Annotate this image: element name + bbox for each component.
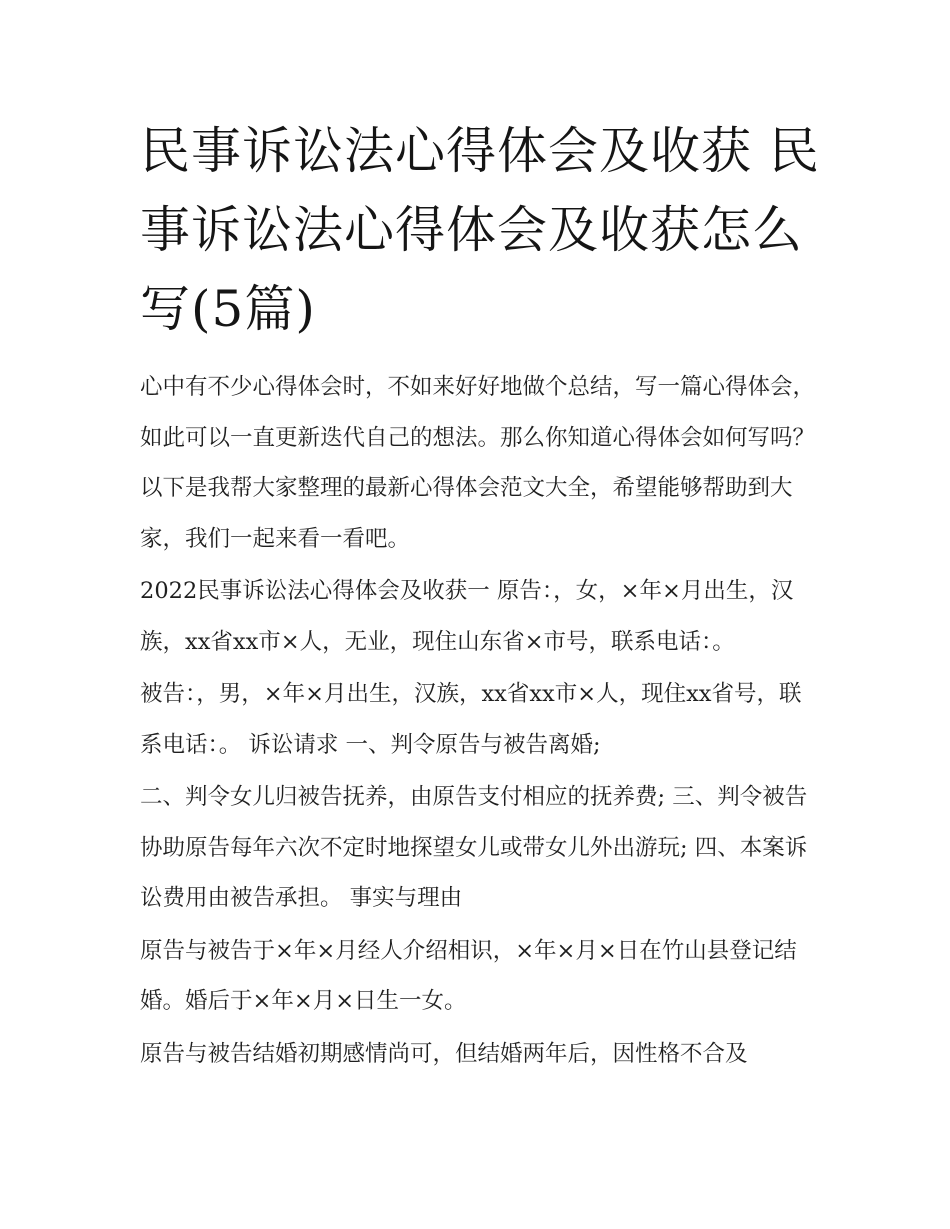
paragraph-intro: 心中有不少心得体会时，不如来好好地做个总结，写一篇心得体会，如此可以一直更新迭代自己的想法。那么你知道心得体会如何写吗？以下是我帮大家整理的最新心得体会范文大全，希望能够帮助到大家，我们一起来看一看吧。 (140, 374, 816, 552)
paragraph-claims: 二、判令女儿归被告抚养，由原告支付相应的抚养费; 三、判令被告协助原告每年六次不定时地探望女儿或带女儿外出游玩; 四、本案诉讼费用由被告承担。 事实与理由 (140, 784, 808, 911)
paragraph-defendant: 被告：，男，×年×月出生，汉族，xx省xx市×人，现住xx省号，联系电话：。 诉讼请求 一、判令原告与被告离婚; (140, 681, 802, 758)
paragraph-plaintiff: 2022民事诉讼法心得体会及收获一 原告：，女，×年×月出生，汉族，xx省xx市×人，无业，现住山东省×市号，联系电话：。 (140, 578, 794, 655)
document-page (140, 112, 820, 1079)
paragraph-facts-relationship: 原告与被告结婚初期感情尚可，但结婚两年后，因性格不合及 (140, 1040, 748, 1067)
document-title: 民事诉讼法心得体会及收获 民事诉讼法心得体会及收获怎么写(5篇) (140, 122, 820, 338)
paragraph-facts-marriage: 原告与被告于×年×月经人介绍相识，×年×月×日在竹山县登记结婚。婚后于×年×月×日生一女。 (140, 937, 797, 1014)
